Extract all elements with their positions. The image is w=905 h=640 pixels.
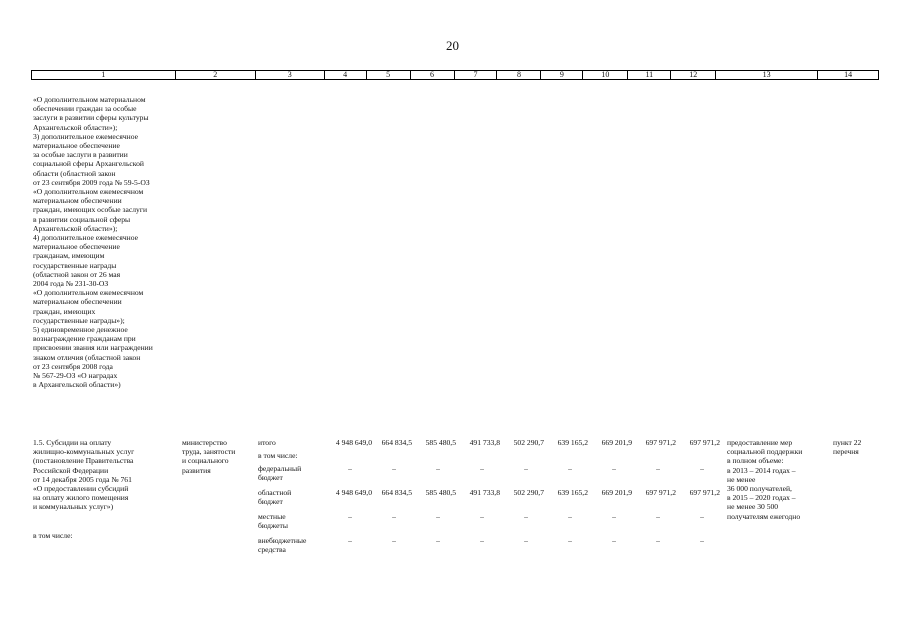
extrabudget-value-8: – <box>656 536 660 545</box>
funding-label-regional: областной бюджет <box>258 488 292 507</box>
regional-value-9: 697 971,2 <box>689 488 720 497</box>
federal-value-4: – <box>480 464 484 473</box>
extrabudget-value-4: – <box>480 536 484 545</box>
local-value-9: – <box>700 512 704 521</box>
row-executor: министерство труда, занятости и социального развития <box>182 438 236 475</box>
federal-value-3: – <box>436 464 440 473</box>
funding-label-extrabudget: внебюджетные средства <box>258 536 307 555</box>
extrabudget-value-6: – <box>568 536 572 545</box>
extrabudget-value-2: – <box>392 536 396 545</box>
federal-value-2: – <box>392 464 396 473</box>
funding-label-local: местные бюджеты <box>258 512 288 531</box>
regional-value-4: 491 733,8 <box>469 488 500 497</box>
column-header-2: 2 <box>176 71 256 79</box>
regional-value-6: 639 165,2 <box>557 488 588 497</box>
extrabudget-value-7: – <box>612 536 616 545</box>
total-value-5: 502 290,7 <box>513 438 544 447</box>
column-header-10: 10 <box>583 71 628 79</box>
regional-value-8: 697 971,2 <box>645 488 676 497</box>
local-value-7: – <box>612 512 616 521</box>
funding-label-total: итого <box>258 438 276 447</box>
page-number: 20 <box>446 38 459 53</box>
column-header-13: 13 <box>716 71 818 79</box>
local-value-1: – <box>348 512 352 521</box>
federal-value-8: – <box>656 464 660 473</box>
total-value-1: 4 948 649,0 <box>335 438 372 447</box>
federal-value-6: – <box>568 464 572 473</box>
column-header-11: 11 <box>628 71 671 79</box>
extrabudget-value-5: – <box>524 536 528 545</box>
total-value-3: 585 480,5 <box>425 438 456 447</box>
row-reference: пункт 22 перечня <box>833 438 862 457</box>
total-value-2: 664 834,5 <box>381 438 412 447</box>
local-value-8: – <box>656 512 660 521</box>
row-sub-label: в том числе: <box>33 531 73 540</box>
local-value-4: – <box>480 512 484 521</box>
local-value-6: – <box>568 512 572 521</box>
regional-value-7: 669 201,9 <box>601 488 632 497</box>
continuation-text: «О дополнительном материальном обеспечении граждан за особые заслуги в развитии сферы культуры Архангельской области»); 3) дополнительное ежемесячное материальное обеспечение за особые заслуги в развитии социальной сферы Архангельской области (областной закон от 23 сентября 2009 года № 59-5-ОЗ «О дополнительном ежемесячном материальном обеспечении граждан, имеющих особые заслуги в развитии социальной сферы Архангельской области»); 4) дополнительное ежемесячное материальное обеспечение гражданам, имеющим государственные награды (областной закон от 26 мая 2004 года № 231-30-ОЗ «О дополнительном ежемесячном материальном обеспечении граждан, имеющих государственные награды»); 5) единовременное денежное вознаграждение гражданам при присвоении звания или награждении знаком отличия (областной закон от 23 сентября 2008 года № 567-29-ОЗ «О наградах в Архангельской области») <box>33 95 153 390</box>
regional-value-2: 664 834,5 <box>381 488 412 497</box>
regional-value-5: 502 290,7 <box>513 488 544 497</box>
total-value-4: 491 733,8 <box>469 438 500 447</box>
table-header-row <box>31 70 879 80</box>
column-header-9: 9 <box>541 71 583 79</box>
row-result: предоставление мер социальной поддержки в полном объеме: в 2013 – 2014 годах – не менее 36 000 получателей, в 2015 – 2020 годах – не менее 30 500 получателям ежегодно <box>727 438 803 521</box>
extrabudget-value-1: – <box>348 536 352 545</box>
regional-value-3: 585 480,5 <box>425 488 456 497</box>
column-header-3: 3 <box>256 71 325 79</box>
column-header-5: 5 <box>367 71 411 79</box>
local-value-5: – <box>524 512 528 521</box>
local-value-2: – <box>392 512 396 521</box>
extrabudget-value-3: – <box>436 536 440 545</box>
column-header-12: 12 <box>671 71 716 79</box>
federal-value-5: – <box>524 464 528 473</box>
column-header-7: 7 <box>455 71 498 79</box>
federal-value-9: – <box>700 464 704 473</box>
funding-label-federal: федеральный бюджет <box>258 464 302 483</box>
total-value-7: 669 201,9 <box>601 438 632 447</box>
column-header-1: 1 <box>32 71 176 79</box>
total-value-9: 697 971,2 <box>689 438 720 447</box>
federal-value-1: – <box>348 464 352 473</box>
row-title: 1.5. Субсидии на оплату жилищно-коммунальных услуг (постановление Правительства Российской Федерации от 14 декабря 2005 года № 761 «О предоставлении субсидий на оплату жилого помещения и коммунальных услуг») <box>33 438 135 512</box>
extrabudget-value-9: – <box>700 536 704 545</box>
regional-value-1: 4 948 649,0 <box>335 488 372 497</box>
federal-value-7: – <box>612 464 616 473</box>
funding-label-including: в том числе: <box>258 451 298 460</box>
local-value-3: – <box>436 512 440 521</box>
total-value-8: 697 971,2 <box>645 438 676 447</box>
column-header-6: 6 <box>411 71 455 79</box>
total-value-6: 639 165,2 <box>557 438 588 447</box>
column-header-14: 14 <box>844 70 853 79</box>
column-header-8: 8 <box>497 71 541 79</box>
column-header-4: 4 <box>325 71 367 79</box>
